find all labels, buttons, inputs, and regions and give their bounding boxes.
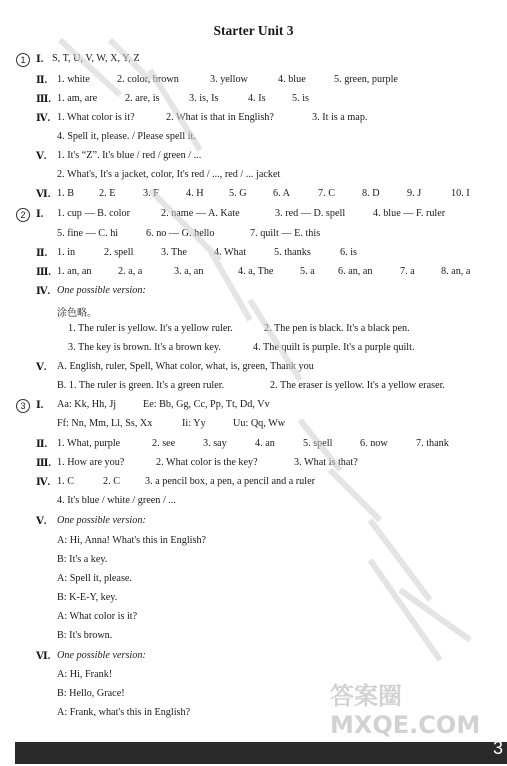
answer-item: 2. E [99, 188, 116, 199]
group-number-1: 1 [16, 53, 30, 67]
answer-item: 2. What is that in English? [166, 112, 274, 123]
answer-item: 2. color, brown [117, 74, 179, 85]
answer-item: 4. H [186, 188, 204, 199]
answer-item: 6. no — G. hello [146, 228, 215, 239]
page-number: 3 [492, 738, 503, 758]
answer-item: 1. The ruler is yellow. It's a yellow ruler. [68, 323, 233, 334]
answer-item: 3. F [143, 188, 159, 199]
answer-item: 1. in [57, 247, 76, 258]
section-label: Ⅲ. [36, 458, 51, 469]
group-number-2: 2 [16, 208, 30, 222]
dialogue-line: A: Frank, what's this in English? [57, 707, 191, 718]
answer-line: 4. It's blue / white / green / ... [57, 495, 176, 506]
dialogue-line: A: Hi, Anna! What's this in English? [57, 535, 207, 546]
section-label: Ⅳ. [36, 477, 51, 488]
answer-item: 4. What [214, 247, 247, 258]
answer-item: 3. The key is brown. It's a brown key. [68, 342, 221, 353]
answer-item: 3. a pencil box, a pen, a pencil and a ruler [145, 476, 316, 487]
section-label: Ⅵ. [36, 651, 51, 662]
answer-item: 4. an [255, 438, 275, 449]
answer-line: 2. What's, It's a jacket, color, It's red / ..., red / ... jacket [57, 169, 281, 180]
watermark-text: 答案圈 MXQE.COM [330, 682, 481, 739]
answer-item: 3. red — D. spell [275, 208, 346, 219]
answer-item: 1. How are you? [57, 457, 125, 468]
answer-item: 9. J [407, 188, 422, 199]
answer-item: 4. Is [248, 93, 266, 104]
answer-item: 8. an, a [441, 266, 471, 277]
answer-item: 7. a [400, 266, 415, 277]
answer-line: S, T, U, V, W, X, Y, Z [52, 53, 140, 64]
answer-item: 2. name — A. Kate [161, 208, 240, 219]
answer-item: 1. B [57, 188, 74, 199]
dialogue-line: B: It's a key. [57, 554, 108, 565]
section-label: Ⅴ. [36, 362, 47, 373]
section-heading: One possible version: [57, 515, 146, 526]
answer-item: 2. spell [104, 247, 134, 258]
page-title: Starter Unit 3 [213, 23, 294, 38]
section-label: Ⅱ. [36, 439, 48, 450]
answer-item: 3. It is a map. [312, 112, 368, 123]
footer-bar [15, 742, 507, 764]
answer-item: 1. am, are [57, 93, 98, 104]
section-label: Ⅰ. [36, 400, 44, 411]
answer-item: 7. thank [416, 438, 449, 449]
answer-item: 5. spell [303, 438, 333, 449]
answer-item: 4. blue — F. ruler [373, 208, 446, 219]
answer-item: 5. green, purple [334, 74, 398, 85]
answer-item: 6. is [340, 247, 357, 258]
answer-item: 1. What, purple [57, 438, 121, 449]
dialogue-line: A: Hi, Frank! [57, 669, 113, 680]
dialogue-line: B: Hello, Grace! [57, 688, 125, 699]
section-label: Ⅰ. [36, 209, 44, 220]
answer-item: 2. C [103, 476, 120, 487]
section-label: Ⅴ. [36, 516, 47, 527]
section-label: Ⅲ. [36, 267, 51, 278]
answer-line: A. English, ruler, Spell, What color, what, is, green, Thank you [57, 361, 314, 372]
answer-item: 3. yellow [210, 74, 248, 85]
answer-item: 1. cup — B. color [57, 208, 130, 219]
section-label: Ⅱ. [36, 75, 48, 86]
answer-item: 5. G [229, 188, 247, 199]
section-heading: One possible version: [57, 285, 146, 296]
dialogue-line: B: K-E-Y, key. [57, 592, 118, 603]
answer-item: Ff: Nn, Mm, Ll, Ss, Xx [57, 418, 153, 429]
group-number-3: 3 [16, 399, 30, 413]
section-label: Ⅵ. [36, 189, 51, 200]
answer-item: 3. a, an [174, 266, 204, 277]
answer-item: 5. a [300, 266, 315, 277]
section-label: Ⅳ. [36, 286, 51, 297]
answer-item: 7. quilt — E. this [250, 228, 321, 239]
answer-item: 3. say [203, 438, 227, 449]
answer-item: Ee: Bb, Gg, Cc, Pp, Tt, Dd, Vv [143, 399, 270, 410]
answer-item: B. 1. The ruler is green. It's a green ruler. [57, 380, 225, 391]
answer-item: 2. The pen is black. It's a black pen. [264, 323, 410, 334]
section-label: Ⅲ. [36, 94, 51, 105]
answer-item: 5. is [292, 93, 309, 104]
answer-item: Uu: Qq, Ww [233, 418, 286, 429]
answer-item: 4. blue [278, 74, 306, 85]
answer-item: 2. are, is [125, 93, 160, 104]
answer-item: 1. C [57, 476, 74, 487]
answer-item: 6. now [360, 438, 388, 449]
answer-item: 1. white [57, 74, 90, 85]
answer-item: 2. The eraser is yellow. It's a yellow eraser. [270, 380, 445, 391]
answer-item: 4. The quilt is purple. It's a purple quilt. [253, 342, 415, 353]
answer-item: 2. see [152, 438, 176, 449]
section-label: Ⅴ. [36, 151, 47, 162]
answer-item: 3. is, Is [189, 93, 219, 104]
answer-line: 1. It's “Z”. It's blue / red / green / ... [57, 150, 202, 161]
section-label: Ⅳ. [36, 113, 51, 124]
section-heading: One possible version: [57, 650, 146, 661]
answer-item: 1. an, an [57, 266, 92, 277]
answer-item: Ii: Yy [182, 418, 206, 429]
answer-line: 4. Spell it, please. / Please spell it. [57, 131, 196, 142]
dialogue-line: B: It's brown. [57, 630, 113, 641]
section-label: Ⅱ. [36, 248, 48, 259]
answer-item: 2. a, a [118, 266, 143, 277]
answer-item: 6. an, an [338, 266, 373, 277]
dialogue-line: A: What color is it? [57, 611, 138, 622]
answer-item: 3. The [161, 247, 187, 258]
section-label: Ⅰ. [36, 54, 44, 65]
answer-note: 涂色略。 [57, 308, 97, 319]
answer-item: 7. C [318, 188, 335, 199]
answer-item: 5. fine — C. hi [57, 228, 119, 239]
dialogue-line: A: Spell it, please. [57, 573, 132, 584]
answer-item: 8. D [362, 188, 380, 199]
answer-item: Aa: Kk, Hh, Jj [57, 399, 117, 410]
answer-item: 4. a, The [238, 266, 274, 277]
answer-item: 1. What color is it? [57, 112, 135, 123]
answer-item: 2. What color is the key? [156, 457, 258, 468]
answer-item: 3. What is that? [294, 457, 358, 468]
answer-item: 6. A [273, 188, 290, 199]
answer-item: 10. I [451, 188, 470, 199]
answer-item: 5. thanks [274, 247, 311, 258]
